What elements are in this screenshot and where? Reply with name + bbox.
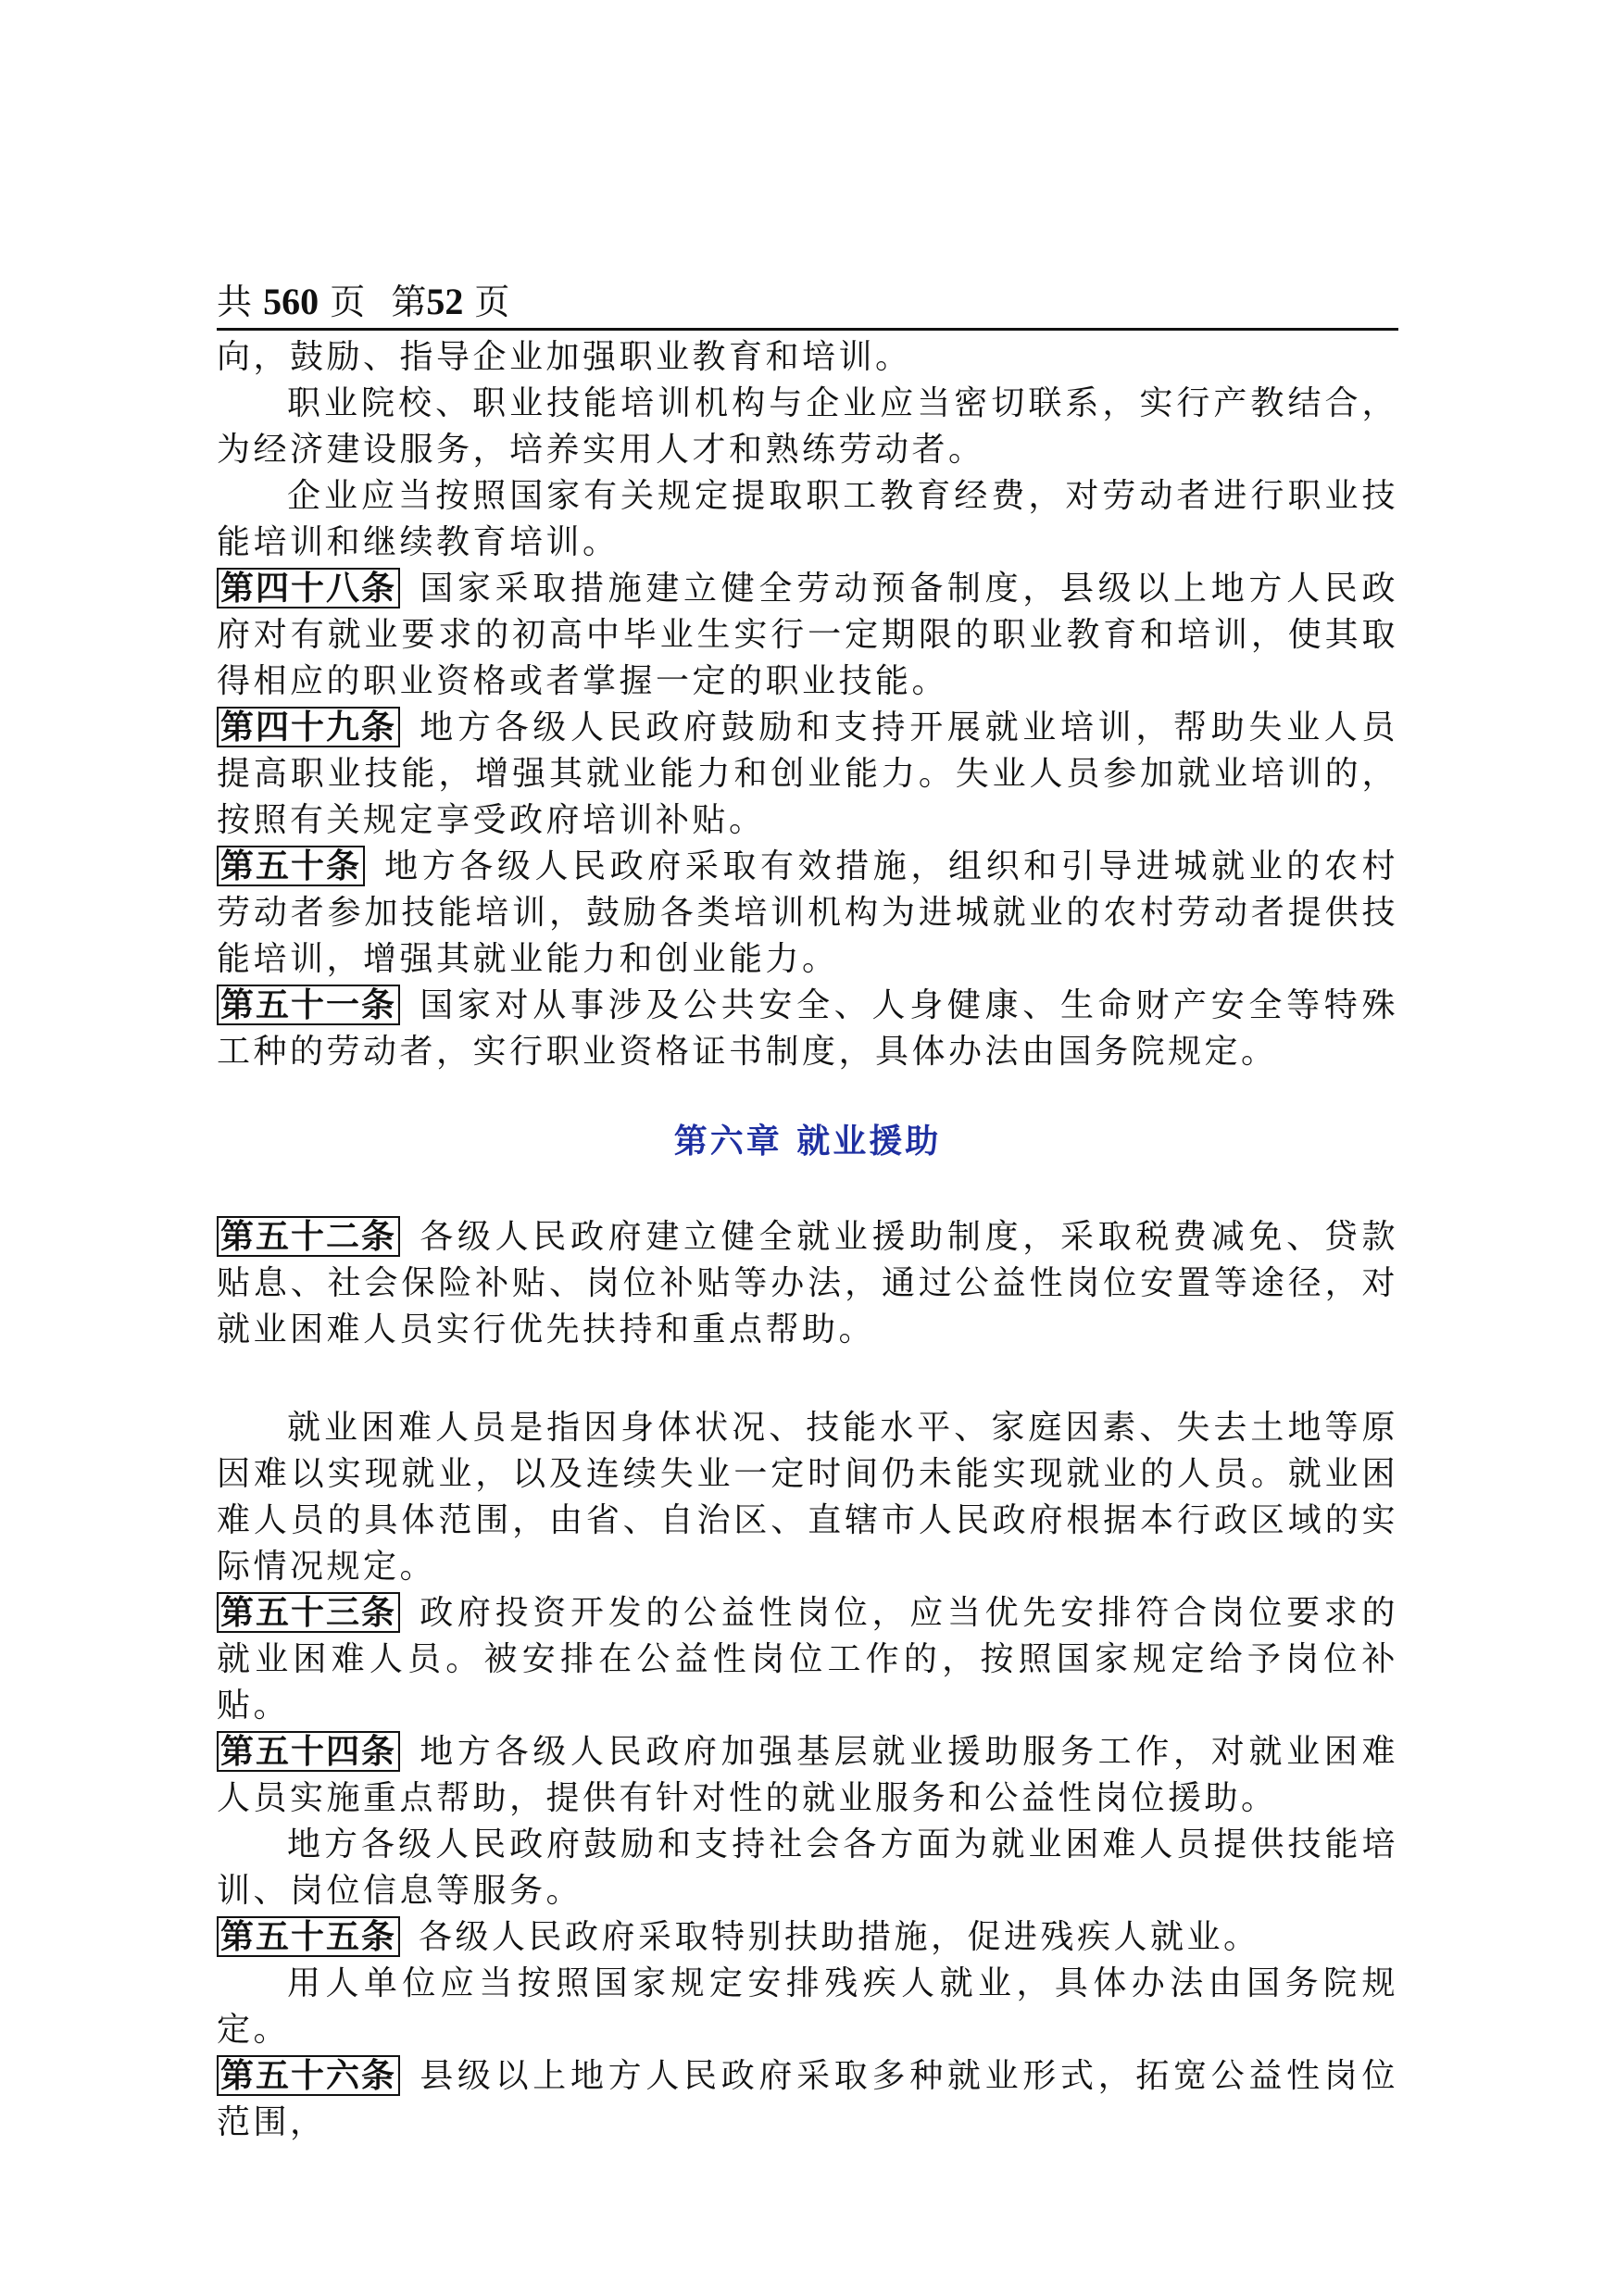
paragraph-text: 政府投资开发的公益性岗位，应当优先安排符合岗位要求的就业困难人员。被安排在公益性岗位工作的，按照国家规定给予岗位补贴。 [217,1594,1398,1725]
body-paragraph [217,473,1398,566]
article-paragraph [217,1214,1398,1353]
body-paragraph [217,1405,1398,1590]
article-label: 第四十九条 [217,707,400,747]
body-paragraph [217,381,1398,473]
paragraph-text: 县级以上地方人民政府采取多种就业形式，拓宽公益性岗位范围， [217,2057,1398,2141]
paragraph-text: 各级人民政府采取特别扶助措施，促进残疾人就业。 [419,1918,1260,1956]
paragraph-gap [217,1353,1398,1405]
body-paragraph [217,334,1398,381]
article-paragraph [217,844,1398,983]
article-label: 第五十二条 [217,1216,400,1257]
paragraph-text: 地方各级人民政府采取有效措施，组织和引导进城就业的农村劳动者参加技能培训，鼓励各类培训机构为进城就业的农村劳动者提供技能培训，增强其就业能力和创业能力。 [217,847,1398,978]
article-paragraph [217,1914,1398,1961]
paragraph-text: 向，鼓励、指导企业加强职业教育和培训。 [217,338,912,376]
header-current-page: 52 [426,281,464,322]
article-label: 第五十四条 [217,1731,400,1772]
paragraph-text: 地方各级人民政府加强基层就业援助服务工作，对就业困难人员实施重点帮助，提供有针对性的就业服务和公益性岗位援助。 [217,1733,1398,1817]
paragraph-text: 就业困难人员是指因身体状况、技能水平、家庭因素、失去土地等原因难以实现就业，以及连续失业一定时间仍未能实现就业的人员。就业困难人员的具体范围，由省、自治区、直辖市人民政府根据本行政区域的实际情况规定。 [217,1409,1398,1586]
header-page-word-2: 页 [474,282,510,322]
header-total-prefix: 共 [217,282,253,322]
article-label: 第四十八条 [217,568,400,609]
article-paragraph [217,1590,1398,1729]
article-paragraph [217,566,1398,705]
article-paragraph [217,983,1398,1075]
article-paragraph [217,2053,1398,2146]
paragraph-text: 用人单位应当按照国家规定安排残疾人就业，具体办法由国务院规定。 [217,1964,1398,2049]
header-page-word: 页 [330,282,366,322]
body-paragraph [217,1961,1398,2053]
paragraph-text: 地方各级人民政府鼓励和支持社会各方面为就业困难人员提供技能培训、岗位信息等服务。 [217,1826,1398,1910]
paragraph-text: 国家对从事涉及公共安全、人身健康、生命财产安全等特殊工种的劳动者，实行职业资格证书制度，具体办法由国务院规定。 [217,986,1398,1071]
article-label: 第五十三条 [217,1592,400,1633]
body-paragraph [217,1822,1398,1914]
article-label: 第五十五条 [217,1916,400,1957]
paragraph-text: 企业应当按照国家有关规定提取职工教育经费，对劳动者进行职业技能培训和继续教育培训。 [217,477,1398,561]
article-paragraph [217,705,1398,844]
chapter-heading: 第六章 就业援助 [673,1122,942,1161]
article-label: 第五十一条 [217,985,400,1025]
paragraph-text: 国家采取措施建立健全劳动预备制度，县级以上地方人民政府对有就业要求的初高中毕业生实行一定期限的职业教育和培训，使其取得相应的职业资格或者掌握一定的职业技能。 [217,570,1398,700]
document-page [217,278,1398,2146]
article-label: 第五十条 [217,846,365,886]
document-body [217,334,1398,2146]
paragraph-text: 职业院校、职业技能培训机构与企业应当密切联系，实行产教结合，为经济建设服务，培养实用人才和熟练劳动者。 [217,384,1398,469]
article-paragraph [217,1729,1398,1822]
paragraph-text: 各级人民政府建立健全就业援助制度，采取税费减免、贷款贴息、社会保险补贴、岗位补贴等办法，通过公益性岗位安置等途径，对就业困难人员实行优先扶持和重点帮助。 [217,1218,1398,1349]
page-header [217,278,1398,331]
header-current-prefix: 第 [391,282,427,322]
article-label: 第五十六条 [217,2055,400,2096]
paragraph-text: 地方各级人民政府鼓励和支持开展就业培训，帮助失业人员提高职业技能，增强其就业能力和创业能力。失业人员参加就业培训的，按照有关规定享受政府培训补贴。 [217,709,1398,839]
header-total-pages: 560 [263,281,319,322]
